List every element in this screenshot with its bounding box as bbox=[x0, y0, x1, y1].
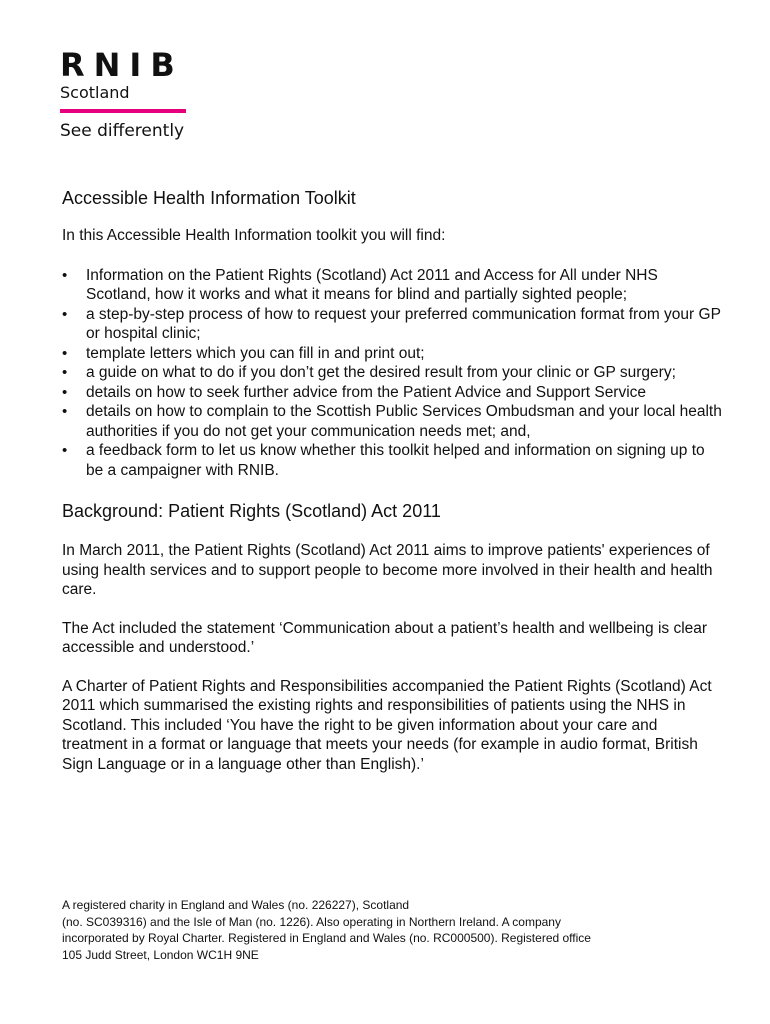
document-title: Accessible Health Information Toolkit bbox=[62, 188, 356, 208]
intro-text: In this Accessible Health Information toolkit you will find: bbox=[62, 227, 446, 244]
background-paragraph-2: The Act included the statement ‘Communication about a patient’s health and wellbeing is clear accessible and understood.’ bbox=[62, 619, 708, 656]
logo-tagline: See differently bbox=[60, 121, 185, 141]
footer-line: incorporated by Royal Charter. Registered in England and Wales (no. RC000500). Registered office bbox=[62, 931, 591, 945]
background-paragraph-1: In March 2011, the Patient Rights (Scotland) Act 2011 aims to improve patients' experiences of using health services and to support people to become more involved in their health and health care. bbox=[62, 542, 713, 598]
charity-registration-footer bbox=[62, 897, 722, 963]
toolkit-contents-list bbox=[62, 266, 722, 481]
list-item: • a guide on what to do if you don’t get the desired result from your clinic or GP surgery; bbox=[62, 363, 722, 383]
footer-line: 105 Judd Street, London WC1H 9NE bbox=[62, 947, 259, 962]
logo-accent-bar bbox=[60, 109, 186, 113]
list-item: • a feedback form to let us know whether this toolkit helped and information on signing up to be a campaigner with RNIB. bbox=[62, 441, 722, 480]
background-paragraph-3: A Charter of Patient Rights and Responsibilities accompanied the Patient Rights (Scotland) Act 2011 which summarised the existing rights and responsibilities of patients using the NHS in Scotland. This included ‘You have the right to be given information about your care and treatment in a format or language that meets your needs (for example in audio format, British Sign Language or in a language other than English).’ bbox=[62, 677, 712, 773]
rnib-scotland-logo bbox=[60, 48, 190, 141]
list-item: • details on how to complain to the Scottish Public Services Ombudsman and your local health authorities if you do not get your communication needs met; and, bbox=[62, 402, 722, 441]
list-item: • template letters which you can fill in and print out; bbox=[62, 344, 722, 364]
list-item: • details on how to seek further advice from the Patient Advice and Support Service bbox=[62, 383, 722, 403]
logo-region: Scotland bbox=[60, 83, 130, 102]
background-heading: Background: Patient Rights (Scotland) Act 2011 bbox=[62, 501, 441, 521]
logo-brand: RNIB bbox=[60, 46, 184, 84]
list-item: • Information on the Patient Rights (Scotland) Act 2011 and Access for All under NHS Scotland, how it works and what it means for blind and partially sighted people; bbox=[62, 266, 722, 305]
footer-line: A registered charity in England and Wales (no. 226227), Scotland bbox=[62, 898, 410, 912]
footer-line: (no. SC039316) and the Isle of Man (no. 1226). Also operating in Northern Ireland. A company bbox=[62, 914, 561, 929]
document-body bbox=[62, 187, 722, 774]
list-item: • a step-by-step process of how to request your preferred communication format from your GP or hospital clinic; bbox=[62, 305, 722, 344]
